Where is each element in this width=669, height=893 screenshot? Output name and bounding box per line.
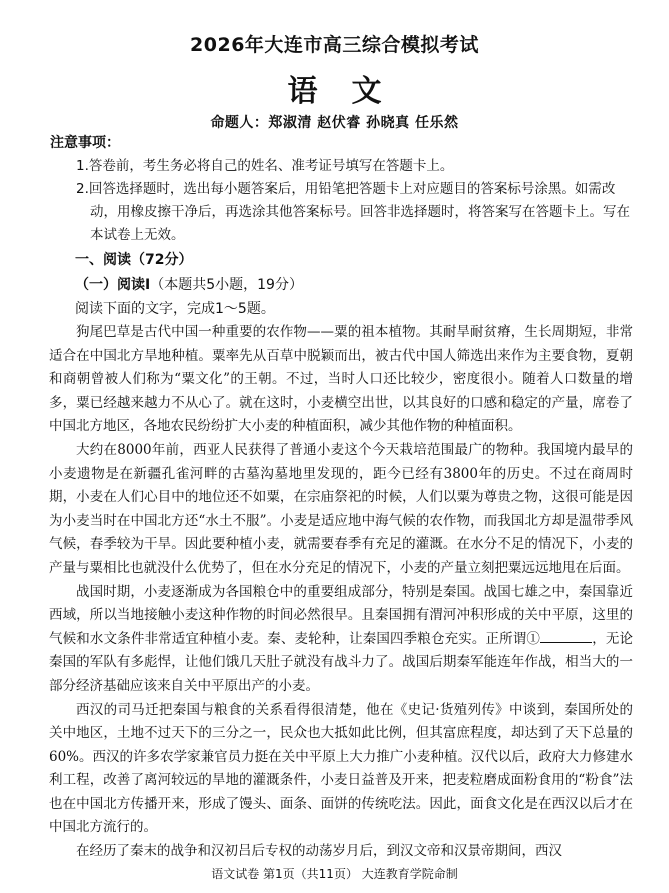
notice-heading: 注意事项： <box>50 135 120 151</box>
subsection-label: （一）阅读Ⅰ <box>75 277 151 293</box>
passage-paragraph-5: 在经历了秦末的战争和汉初吕后专权的动荡岁月后，到汉文帝和汉景帝期间，西汉 <box>76 843 562 860</box>
reading-passage <box>49 321 633 864</box>
notice-list <box>76 155 632 247</box>
authors-line: 命题人：郑淑清 赵伏睿 孙晓真 任乐然 <box>210 115 459 131</box>
page-footer: 语文试卷 第1页（共11页） 大连教育学院命制 <box>211 867 458 881</box>
section-heading: 一、阅读（72分） <box>75 252 193 268</box>
paragraph-3-part-b: ，无论秦国的军队有多彪悍，让他们饿几天肚子就没有战斗力了。战国后期秦军能连年作战，相当大的一部分经济基础应该来自关中平原出产的小麦。 <box>49 630 634 694</box>
subsection-heading <box>75 274 303 294</box>
exam-title: 2026年大连市高三综合模拟考试 <box>190 34 479 56</box>
fill-in-blank-1 <box>540 628 592 643</box>
notice-item-2: 2.回答选择题时，选出每小题答案后，用铅笔把答题卡上对应题目的答案标号涂黑。如需改动，用橡皮擦干净后，再选涂其他答案标号。回答非选择题时，将答案写在答题卡上。写在本试卷上无效。 <box>76 181 630 243</box>
subject-title: 语文 <box>287 74 416 109</box>
notice-item-1: 1.答卷前，考生务必将自己的姓名、准考证号填写在答题卡上。 <box>76 158 454 174</box>
passage-paragraph-3 <box>49 581 633 699</box>
passage-paragraph-4: 西汉的司马迁把秦国与粮食的关系看得很清楚，他在《史记·货殖列传》中谈到，秦国所处的关中地区，土地不过天下的三分之一，民众也大抵如此比例，但其富庶程度，却达到了天下总量的60%。西汉的许多农学家兼官员力挺在关中平原上大力推广小麦种植。汉代以后，政府大力修建水利工程，改善了离河较远的旱地的灌溉条件，小麦日益普及开来，把麦粒磨成面粉食用的“粉食”法也在中国北方传播开来，形成了馒头、面条、面饼的传统吃法。因此，面食文化是在西汉以后才在中国北方流行的。 <box>49 701 633 836</box>
subsection-detail: （本题共5小题，19分） <box>150 277 303 293</box>
paragraph-3-part-a: 战国时期，小麦逐渐成为各国粮仓中的重要组成部分，特别是秦国。战国七雄之中，秦国靠近西域，所以当地接触小麦这种作物的时间必然很早。且秦国拥有渭河冲积形成的关中平原，这里的气候和水文条件非常适宜种植小麦。秦、麦轮种，让秦国四季粮仓充实。正所谓① <box>49 583 633 647</box>
passage-paragraph-2: 大约在8000年前，西亚人民获得了普通小麦这个今天栽培范围最广的物种。我国境内最早的小麦遗物是在新疆孔雀河畔的古墓沟墓地里发现的，距今已经有3800年的历史。不过在商周时期，小麦在人们心目中的地位还不如粟，在宗庙祭祀的时候，人们以粟为尊贵之物，这很可能是因为小麦当时在中国北方还“水土不服”。小麦是适应地中海气候的农作物，而我国北方却是温带季风气候，春季较为干旱。因此要种植小麦，就需要春季有充足的灌溉。在水分不足的情况下，小麦的产量与粟相比也就没什么优势了，但在水分充足的情况下，小麦的产量立刻把粟远远地甩在后面。 <box>49 441 633 576</box>
reading-instruction: 阅读下面的文字，完成1～5题。 <box>75 301 275 317</box>
passage-paragraph-1: 狗尾巴草是古代中国一种重要的农作物——粟的祖本植物。其耐旱耐贫瘠，生长周期短，非常适合在中国北方旱地种植。粟率先从百草中脱颖而出，被古代中国人筛选出来作为主要食物，夏朝和商朝曾被人们称为“粟文化”的王朝。不过，当时人口还比较少，密度很小。随着人口数量的增多，粟已经越来越力不从心了。就在这时，小麦横空出世，以其良好的口感和稳定的产量，席卷了中国北方地区，各地农民纷纷扩大小麦的种植面积，减少其他作物的种植面积。 <box>49 324 633 435</box>
